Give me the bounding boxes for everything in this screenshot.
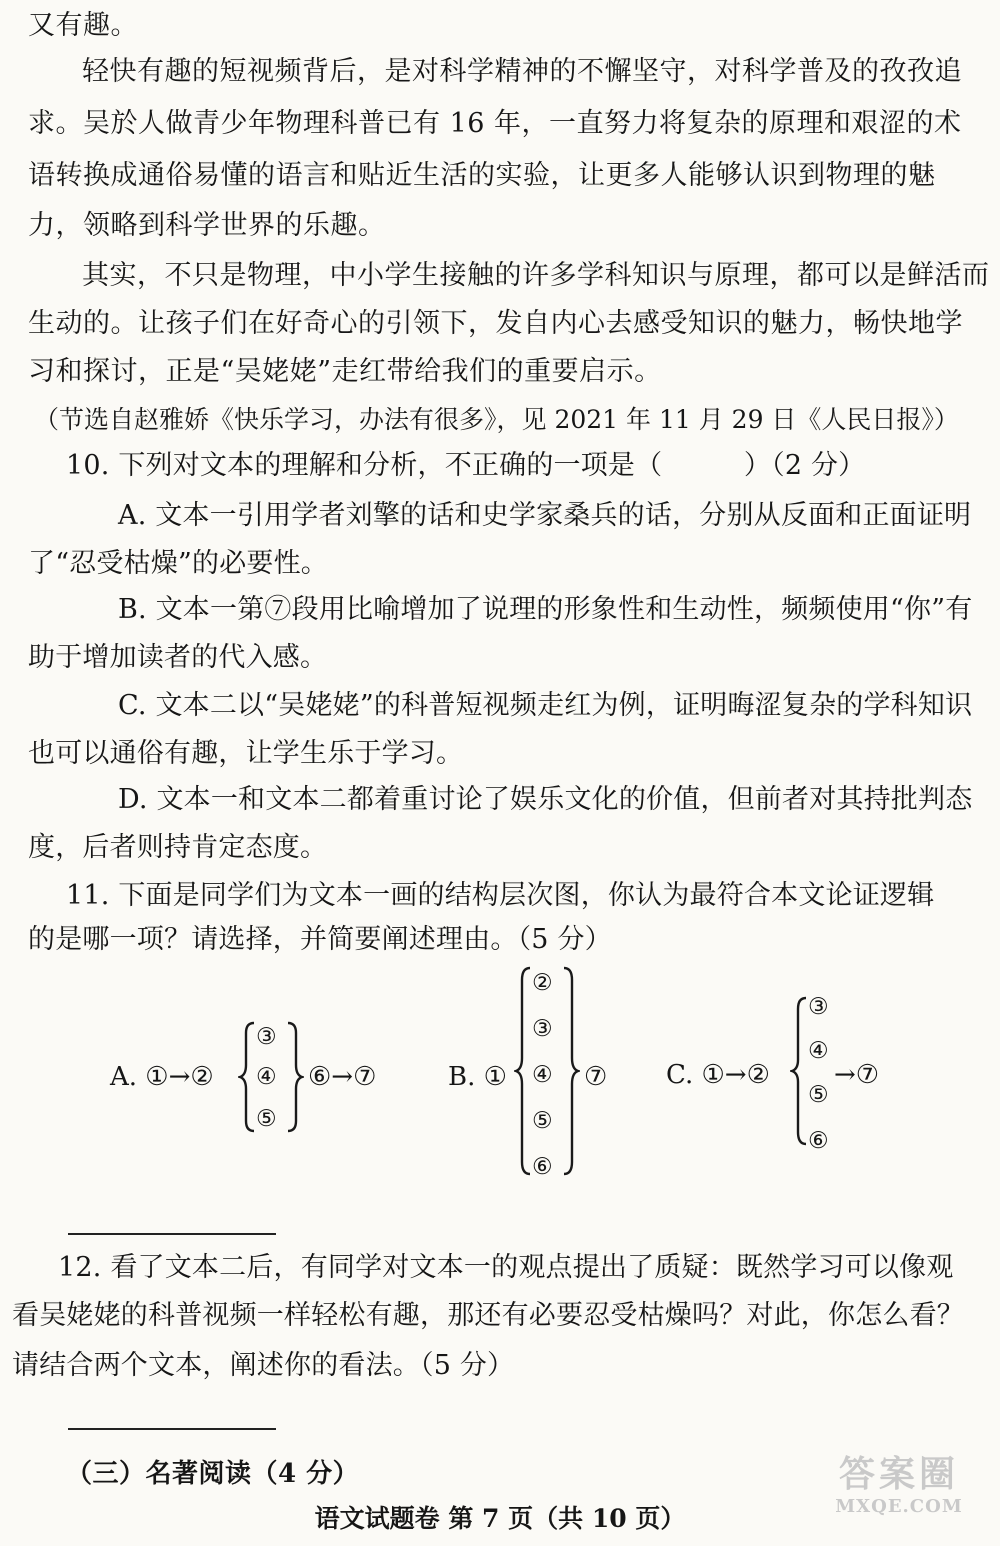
diagram-a-tail: ⑥→⑦ [308,1062,377,1092]
q10-option-b-line1: B. 文本一第⑦段用比喻增加了说理的形象性和生动性，频频使用“你”有 [118,594,973,625]
passage-source: （节选自赵雅娇《快乐学习，办法有很多》，见 2021 年 11 月 29 日《人民日报》） [34,405,959,434]
diagram-b-right-brace [560,966,580,1176]
watermark-logo [824,1452,974,1518]
diagram-a-item-3: ③ [256,1024,277,1050]
passage-line-7: 生动的。让孩子们在好奇心的引领下，发自内心去感受知识的魅力，畅快地学 [28,308,963,339]
diagram-a-left-brace [238,1021,258,1133]
diagram-b-item-3: ③ [532,1016,553,1042]
passage-line-2: 轻快有趣的短视频背后，是对科学精神的不懈坚守，对科学普及的孜孜追 [82,56,962,87]
q10-option-a-line2: 了“忍受枯燥”的必要性。 [28,548,329,579]
passage-line-3: 求。吴於人做青少年物理科普已有 16 年，一直努力将复杂的原理和艰涩的术 [28,108,962,139]
q10-option-a-line1: A. 文本一引用学者刘擎的话和史学家桑兵的话，分别从反面和正面证明 [118,500,972,531]
diagram-c-lead: C. ①→② [666,1060,770,1090]
watermark-logo-text: 答案圈 [838,1453,959,1495]
diagram-a-item-4: ④ [256,1064,277,1090]
passage-line-6: 其实，不只是物理，中小学生接触的许多学科知识与原理，都可以是鲜活而 [82,260,990,291]
q10-option-c-line1: C. 文本二以“吴姥姥”的科普短视频走红为例，证明晦涩复杂的学科知识 [118,690,973,721]
passage-line-5: 力，领略到科学世界的乐趣。 [28,210,386,241]
diagram-b-item-2: ② [532,970,553,996]
diagram-a-right-brace [284,1021,304,1133]
q10-option-d-line2: 度，后者则持肯定态度。 [28,832,328,863]
diagram-a-item-5: ⑤ [256,1106,277,1132]
diagram-b-item-6: ⑥ [532,1154,553,1180]
section-three-heading: （三）名著阅读（4 分） [66,1459,360,1489]
diagram-c-item-4: ④ [808,1038,829,1064]
structure-diagram [0,960,1000,1190]
passage-line-4: 语转换成通俗易懂的语言和贴近生活的实验，让更多人能够认识到物理的魅 [28,160,936,191]
diagram-b-tail: ⑦ [584,1062,608,1092]
diagram-c-tail: →⑦ [834,1060,880,1090]
passage-line-8: 习和探讨，正是“吴姥姥”走红带给我们的重要启示。 [28,356,662,387]
q10-option-c-line2: 也可以通俗有趣，让学生乐于学习。 [28,738,464,769]
page-footer: 语文试题卷 第 7 页（共 10 页） [314,1504,686,1533]
q12-line-3: 请结合两个文本，阐述你的看法。（5 分） [12,1350,515,1381]
diagram-b-item-4: ④ [532,1062,553,1088]
diagram-c-left-brace [790,996,810,1146]
q11-line-1: 11. 下面是同学们为文本一画的结构层次图，你认为最符合本文论证逻辑 [66,880,935,911]
diagram-c-item-5: ⑤ [808,1082,829,1108]
q10-option-d-line1: D. 文本一和文本二都着重讨论了娱乐文化的价值，但前者对其持批判态 [118,784,973,815]
passage-line-1: 又有趣。 [28,10,138,41]
q10-option-b-line2: 助于增加读者的代入感。 [28,642,328,673]
q12-line-1: 12. 看了文本二后，有同学对文本一的观点提出了质疑：既然学习可以像观 [58,1252,954,1283]
diagram-a-lead: A. ①→② [110,1062,214,1092]
q11-answer-line[interactable] [68,1233,276,1235]
q10-stem: 10. 下列对文本的理解和分析，不正确的一项是（ ）（2 分） [66,450,866,481]
diagram-b-lead: B. ① [448,1062,507,1092]
diagram-b-item-5: ⑤ [532,1108,553,1134]
diagram-c-item-6: ⑥ [808,1128,829,1154]
watermark-url: MXQE.COM [835,1496,963,1517]
diagram-b-left-brace [514,966,534,1176]
q12-answer-line[interactable] [68,1428,276,1430]
q12-line-2: 看吴姥姥的科普视频一样轻松有趣，那还有必要忍受枯燥吗？对此，你怎么看？ [12,1300,964,1331]
diagram-c-item-3: ③ [808,994,829,1020]
q11-line-2: 的是哪一项？请选择，并简要阐述理由。（5 分） [28,924,612,955]
